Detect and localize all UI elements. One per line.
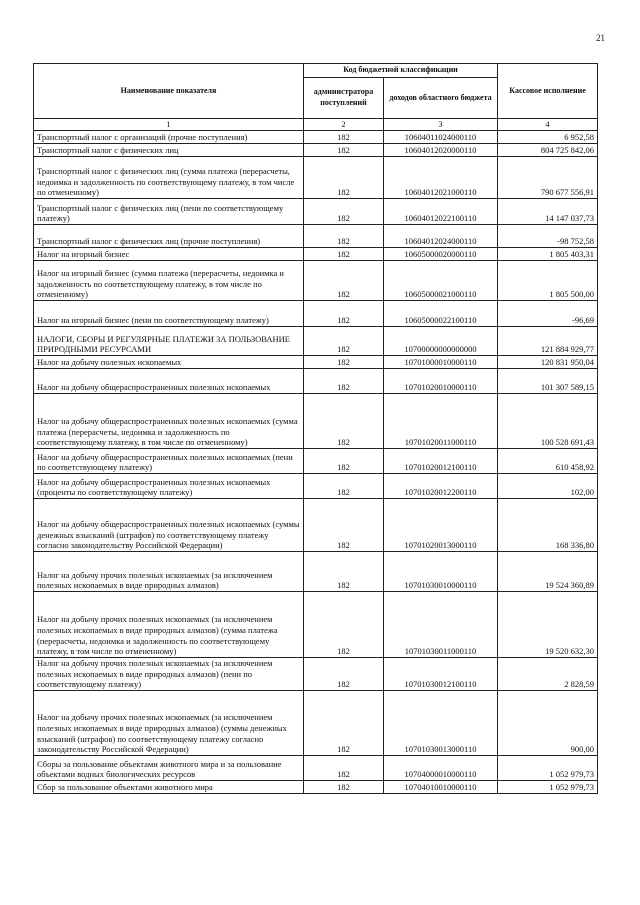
row-amount: 1 805 403,31 <box>498 248 598 261</box>
row-admin-code: 182 <box>304 592 384 658</box>
index-cell: 1 <box>34 119 304 131</box>
row-name: Налог на игорный бизнес (сумма платежа (перерасчеты, недоимка и задолженность по соответствующему платежу, в том числе по отмененному) <box>34 261 304 301</box>
row-admin-code: 182 <box>304 301 384 327</box>
row-name: Налог на добычу общераспространенных полезных ископаемых (пени по соответствующему платежу) <box>34 449 304 474</box>
index-cell: 4 <box>498 119 598 131</box>
row-amount: 121 884 929,77 <box>498 327 598 356</box>
table-row <box>34 756 598 781</box>
row-admin-code: 182 <box>304 369 384 394</box>
row-income-code: 10701020011000110 <box>384 394 498 449</box>
table-row <box>34 261 598 301</box>
row-admin-code: 182 <box>304 394 384 449</box>
row-admin-code: 182 <box>304 691 384 756</box>
row-amount: 6 952,58 <box>498 131 598 144</box>
row-amount: 900,00 <box>498 691 598 756</box>
page-number: 21 <box>596 33 605 43</box>
row-admin-code: 182 <box>304 261 384 301</box>
table-row <box>34 394 598 449</box>
row-admin-code: 182 <box>304 552 384 592</box>
table-row <box>34 691 598 756</box>
table-row <box>34 301 598 327</box>
row-income-code: 10701030011000110 <box>384 592 498 658</box>
row-admin-code: 182 <box>304 781 384 794</box>
row-amount: 102,00 <box>498 474 598 499</box>
row-name: Налог на добычу полезных ископаемых <box>34 356 304 369</box>
row-name: Налог на добычу прочих полезных ископаемых (за исключением полезных ископаемых в виде природных алмазов) <box>34 552 304 592</box>
row-name: Налог на добычу общераспространенных полезных ископаемых (проценты по соответствующему платежу) <box>34 474 304 499</box>
row-income-code: 10701020012200110 <box>384 474 498 499</box>
row-amount: 790 677 556,91 <box>498 157 598 199</box>
row-admin-code: 182 <box>304 157 384 199</box>
budget-table <box>33 63 598 794</box>
row-admin-code: 182 <box>304 658 384 691</box>
row-income-code: 10604012022100110 <box>384 199 498 225</box>
row-admin-code: 182 <box>304 248 384 261</box>
row-amount: 2 828,59 <box>498 658 598 691</box>
row-amount: 19 524 360,89 <box>498 552 598 592</box>
row-amount: 101 307 589,15 <box>498 369 598 394</box>
row-name: Транспортный налог с физических лиц (пени по соответствующему платежу) <box>34 199 304 225</box>
table-row <box>34 474 598 499</box>
row-amount: -96,69 <box>498 301 598 327</box>
row-income-code: 10701030012100110 <box>384 658 498 691</box>
row-income-code: 10605000021000110 <box>384 261 498 301</box>
row-income-code: 10604011024000110 <box>384 131 498 144</box>
index-cell: 2 <box>304 119 384 131</box>
row-income-code: 10605000020000110 <box>384 248 498 261</box>
row-amount: 120 831 950,04 <box>498 356 598 369</box>
row-admin-code: 182 <box>304 474 384 499</box>
header-execution: Кассовое исполнение <box>498 64 598 119</box>
row-name: Транспортный налог с физических лиц (прочие поступления) <box>34 225 304 248</box>
table-row <box>34 131 598 144</box>
row-admin-code: 182 <box>304 499 384 552</box>
header-admin: администратора поступлений <box>304 78 384 119</box>
row-admin-code: 182 <box>304 144 384 157</box>
row-amount: 610 458,92 <box>498 449 598 474</box>
row-name: Налог на игорный бизнес (пени по соответствующему платежу) <box>34 301 304 327</box>
row-admin-code: 182 <box>304 225 384 248</box>
row-income-code: 10604012020000110 <box>384 144 498 157</box>
row-amount: 100 528 691,43 <box>498 394 598 449</box>
table-row <box>34 781 598 794</box>
row-name: Сборы за пользование объектами животного мира и за пользование объектами водных биологических ресурсов <box>34 756 304 781</box>
row-income-code: 10704000010000110 <box>384 756 498 781</box>
row-name: Налог на добычу общераспространенных полезных ископаемых (сумма платежа (перерасчеты, недоимка и задолженность по соответствующему платежу, в том числе по отмененному) <box>34 394 304 449</box>
table-row <box>34 552 598 592</box>
table-row <box>34 327 598 356</box>
row-name: Налог на добычу прочих полезных ископаемых (за исключением полезных ископаемых в виде природных алмазов) (суммы денежных взысканий (штрафов) по соответствующему платежу согласно законодательству Российской Федерации) <box>34 691 304 756</box>
row-admin-code: 182 <box>304 756 384 781</box>
row-amount: 804 725 842,06 <box>498 144 598 157</box>
row-amount: 168 336,80 <box>498 499 598 552</box>
table-body <box>34 131 598 794</box>
row-income-code: 10701000010000110 <box>384 356 498 369</box>
row-income-code: 10704010010000110 <box>384 781 498 794</box>
row-amount: 1 052 979,73 <box>498 756 598 781</box>
row-admin-code: 182 <box>304 199 384 225</box>
row-admin-code: 182 <box>304 449 384 474</box>
row-amount: -98 752,58 <box>498 225 598 248</box>
row-name: Транспортный налог с физических лиц <box>34 144 304 157</box>
row-name: Сбор за пользование объектами животного мира <box>34 781 304 794</box>
row-income-code: 10701020013000110 <box>384 499 498 552</box>
row-income-code: 10701020010000110 <box>384 369 498 394</box>
row-amount: 19 520 632,30 <box>498 592 598 658</box>
row-income-code: 10604012024000110 <box>384 225 498 248</box>
row-income-code: 10701030013000110 <box>384 691 498 756</box>
table-row <box>34 225 598 248</box>
row-admin-code: 182 <box>304 327 384 356</box>
row-income-code: 10701030010000110 <box>384 552 498 592</box>
row-name: Транспортный налог с физических лиц (сумма платежа (перерасчеты, недоимка и задолженность по соответствующему платежу, в том числе по отмененному) <box>34 157 304 199</box>
row-name: Налог на игорный бизнес <box>34 248 304 261</box>
row-name: Налог на добычу общераспространенных полезных ископаемых (суммы денежных взысканий (штрафов) по соответствующему платежу согласно законодательству Российской Федерации) <box>34 499 304 552</box>
table-row <box>34 449 598 474</box>
header-code-group: Код бюджетной классификации <box>304 64 498 78</box>
row-name: Налог на добычу прочих полезных ископаемых (за исключением полезных ископаемых в виде природных алмазов) (пени по соответствующему платежу) <box>34 658 304 691</box>
row-income-code: 10700000000000000 <box>384 327 498 356</box>
header-name: Наименование показателя <box>34 64 304 119</box>
table-row <box>34 248 598 261</box>
index-cell: 3 <box>384 119 498 131</box>
header-income: доходов областного бюджета <box>384 78 498 119</box>
row-amount: 14 147 037,73 <box>498 199 598 225</box>
table-row <box>34 199 598 225</box>
row-income-code: 10604012021000110 <box>384 157 498 199</box>
table-row <box>34 499 598 552</box>
row-name: Транспортный налог с организаций (прочие поступления) <box>34 131 304 144</box>
row-name: Налог на добычу общераспространенных полезных ископаемых <box>34 369 304 394</box>
row-admin-code: 182 <box>304 356 384 369</box>
table-row <box>34 356 598 369</box>
row-name: НАЛОГИ, СБОРЫ И РЕГУЛЯРНЫЕ ПЛАТЕЖИ ЗА ПОЛЬЗОВАНИЕ ПРИРОДНЫМИ РЕСУРСАМИ <box>34 327 304 356</box>
row-amount: 1 052 979,73 <box>498 781 598 794</box>
row-income-code: 10701020012100110 <box>384 449 498 474</box>
row-admin-code: 182 <box>304 131 384 144</box>
table-row <box>34 144 598 157</box>
row-amount: 1 805 500,00 <box>498 261 598 301</box>
table-row <box>34 157 598 199</box>
table-row <box>34 369 598 394</box>
row-name: Налог на добычу прочих полезных ископаемых (за исключением полезных ископаемых в виде природных алмазов) (сумма платежа (перерасчеты, недоимка и задолженность по соответствующему платежу, в том числе по отмененному) <box>34 592 304 658</box>
row-income-code: 10605000022100110 <box>384 301 498 327</box>
table-row <box>34 658 598 691</box>
table-row <box>34 592 598 658</box>
